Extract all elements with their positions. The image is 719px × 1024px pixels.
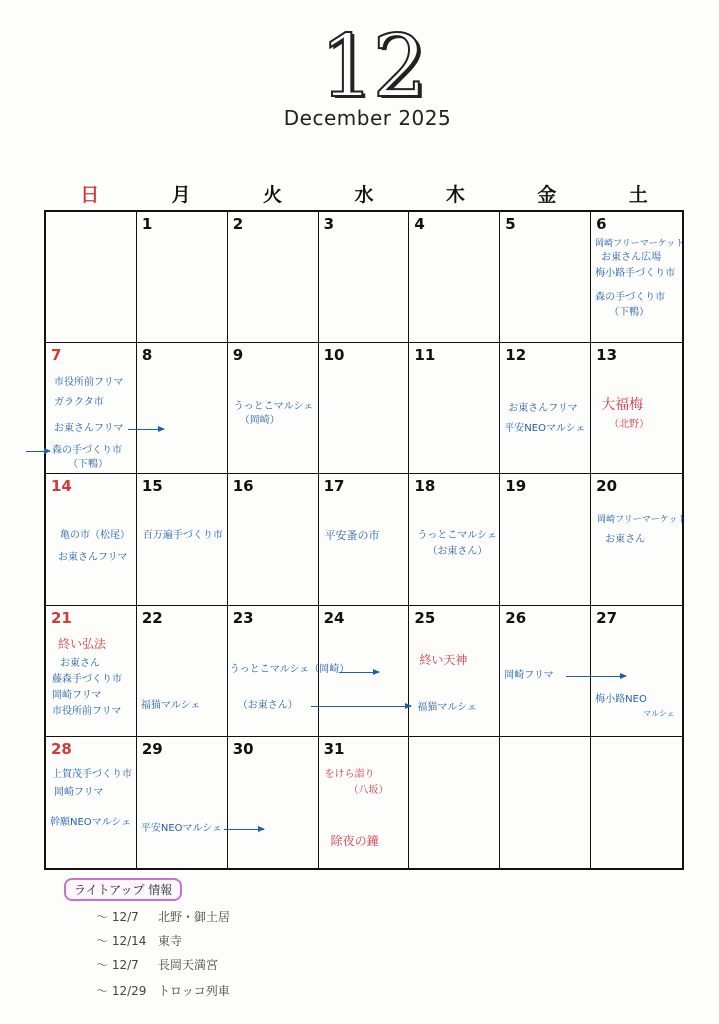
notes-title: ライトアップ 情報 [64, 878, 182, 901]
event: 藤森手づくり市 [52, 673, 122, 685]
day-number: 9 [232, 346, 244, 365]
day-number: 28 [51, 739, 72, 758]
event: 岡崎フリマ [504, 669, 554, 681]
event: 平安NEOマルシェ [504, 423, 586, 435]
day-cell-empty [500, 737, 591, 868]
weekday-thu: 木 [445, 184, 465, 206]
event: 終い天神 [419, 652, 468, 667]
day-cell-15 [137, 474, 228, 605]
event: お東さんフリマ [58, 552, 128, 564]
event: お東さん [60, 657, 100, 669]
day-number: 18 [414, 477, 436, 496]
event: をけら詣り [324, 768, 375, 780]
event: うっとこマルシェ（岡崎） [229, 663, 350, 675]
note-date: 〜 12/14 [96, 934, 147, 948]
event: 百万遍手づくり市 [142, 530, 223, 542]
weekday-tue: 火 [263, 184, 283, 206]
day-number: 16 [232, 477, 254, 496]
day-number: 22 [141, 608, 163, 627]
event: （下鴨） [68, 459, 108, 471]
note-row [96, 932, 182, 949]
day-cell-27 [591, 606, 682, 737]
day-cell-10 [319, 343, 410, 474]
day-cell-31 [319, 737, 410, 868]
day-number: 14 [51, 477, 72, 496]
note-row [96, 956, 218, 973]
day-cell-17 [319, 474, 410, 605]
weekday-wed: 水 [354, 184, 374, 206]
span-line [311, 706, 411, 707]
day-cell-26 [500, 606, 591, 737]
day-cell-5 [500, 212, 591, 343]
weekday-fri: 金 [537, 184, 557, 206]
day-cell-3 [319, 212, 410, 343]
day-number: 30 [232, 739, 254, 758]
note-date: 〜 12/7 [96, 958, 139, 972]
span-line [26, 451, 50, 452]
day-number: 20 [596, 477, 618, 496]
day-cell-20 [591, 474, 687, 605]
note-row [96, 908, 230, 925]
day-number: 4 [414, 215, 425, 233]
event: うっとこマルシェ [233, 401, 314, 413]
day-cell-1 [137, 212, 228, 343]
note-place: 東寺 [158, 934, 183, 948]
day-number: 8 [141, 346, 153, 365]
event: 幹願NEOマルシェ [50, 816, 132, 828]
weekday-sat: 土 [628, 184, 648, 206]
event: 大福梅 [601, 397, 644, 414]
event: 森の手づくり市 [595, 292, 666, 303]
day-number: 24 [323, 608, 345, 627]
day-cell-11 [409, 343, 500, 474]
event: 平安蚤の市 [324, 529, 380, 543]
day-cell-empty [591, 737, 682, 868]
event: 上賀茂手づくり市 [52, 768, 132, 780]
event: （お東さん） [427, 546, 488, 558]
event: 市役所前フリマ [52, 705, 122, 717]
day-cell-22 [137, 606, 228, 737]
day-cell-9 [228, 343, 319, 474]
day-cell-16 [228, 474, 319, 605]
note-date: 〜 12/29 [96, 984, 147, 998]
day-number: 3 [323, 215, 334, 233]
day-number: 31 [323, 739, 345, 758]
event: ガラクタ市 [54, 397, 104, 409]
day-cell-8 [137, 343, 228, 474]
day-cell-21 [46, 606, 137, 737]
day-number: 10 [323, 346, 345, 365]
day-cell-25 [409, 606, 500, 737]
event: （北野） [609, 419, 650, 431]
day-number: 23 [232, 608, 254, 627]
day-number: 11 [414, 346, 436, 365]
day-cell-2 [228, 212, 319, 343]
event: 福猫マルシェ [140, 699, 201, 711]
day-cell-14 [46, 474, 137, 605]
note-place: 北野・御土居 [158, 910, 231, 924]
event: 除夜の鐘 [330, 833, 379, 848]
event: お東さん広場 [601, 252, 662, 263]
event: 福猫マルシェ [417, 701, 477, 713]
day-cell-6 [591, 212, 685, 343]
event: 市役所前フリマ [54, 377, 124, 389]
day-number: 27 [596, 608, 618, 627]
day-cell-19 [500, 474, 591, 605]
event: 梅小路NEO [595, 693, 647, 705]
day-number: 17 [323, 477, 345, 496]
event: 岡崎フリマ [52, 689, 102, 701]
month-label: December 2025 [283, 106, 452, 130]
day-cell-4 [409, 212, 500, 343]
day-number: 25 [414, 608, 436, 627]
event: 平安NEOマルシェ [140, 822, 223, 834]
day-number: 1 [141, 215, 153, 233]
event: 岡崎フリーマーケット [595, 239, 685, 249]
event: お東さんフリマ [54, 423, 124, 435]
day-number: 5 [505, 215, 516, 233]
day-cell-empty [409, 737, 500, 868]
day-cell-12 [500, 343, 591, 474]
weekday-mon: 月 [171, 184, 191, 206]
event: （八坂） [348, 784, 389, 796]
note-date: 〜 12/7 [96, 910, 139, 924]
note-place: トロッコ列車 [158, 984, 230, 998]
event: お東さん [605, 534, 646, 546]
day-number: 21 [51, 608, 72, 627]
weekday-header [44, 180, 684, 210]
event: （下鴨） [609, 307, 650, 318]
day-number: 15 [141, 477, 163, 496]
day-cell-28 [46, 737, 137, 868]
day-cell-13 [591, 343, 682, 474]
day-number: 19 [505, 477, 527, 496]
day-number: 13 [596, 346, 618, 365]
event: （岡崎） [239, 415, 280, 427]
event: （お東さん） [237, 699, 298, 711]
day-cell-empty [46, 212, 137, 343]
weekday-sun: 日 [80, 184, 100, 206]
day-number: 29 [141, 739, 163, 758]
day-cell-30 [228, 737, 319, 868]
span-arrow [339, 672, 379, 673]
day-cell-29 [137, 737, 228, 868]
event: うっとこマルシェ [417, 530, 497, 542]
day-cell-7 [46, 343, 137, 474]
note-row [96, 982, 230, 999]
day-number: 2 [232, 215, 244, 233]
event: 梅小路手づくり市 [595, 268, 676, 279]
day-number: 12 [505, 346, 527, 365]
event: 岡崎フリーマーケット [597, 515, 687, 526]
day-number: 7 [51, 346, 62, 365]
day-number: 26 [505, 608, 527, 627]
event: 森の手づくり市 [52, 445, 122, 457]
note-place: 長岡天満宮 [158, 958, 219, 972]
event: 亀の市（松尾） [60, 530, 130, 542]
event: 岡崎フリマ [54, 786, 104, 798]
day-cell-18 [409, 474, 500, 605]
event: マルシェ [643, 708, 675, 718]
day-number: 6 [596, 215, 607, 233]
calendar-grid [44, 210, 687, 870]
month-number: 12 [319, 17, 426, 117]
span-arrow [224, 829, 264, 830]
lightup-notes [64, 878, 464, 998]
event: 終い弘法 [58, 636, 107, 651]
event: お東さんフリマ [508, 403, 578, 415]
day-cell-24 [319, 606, 410, 737]
